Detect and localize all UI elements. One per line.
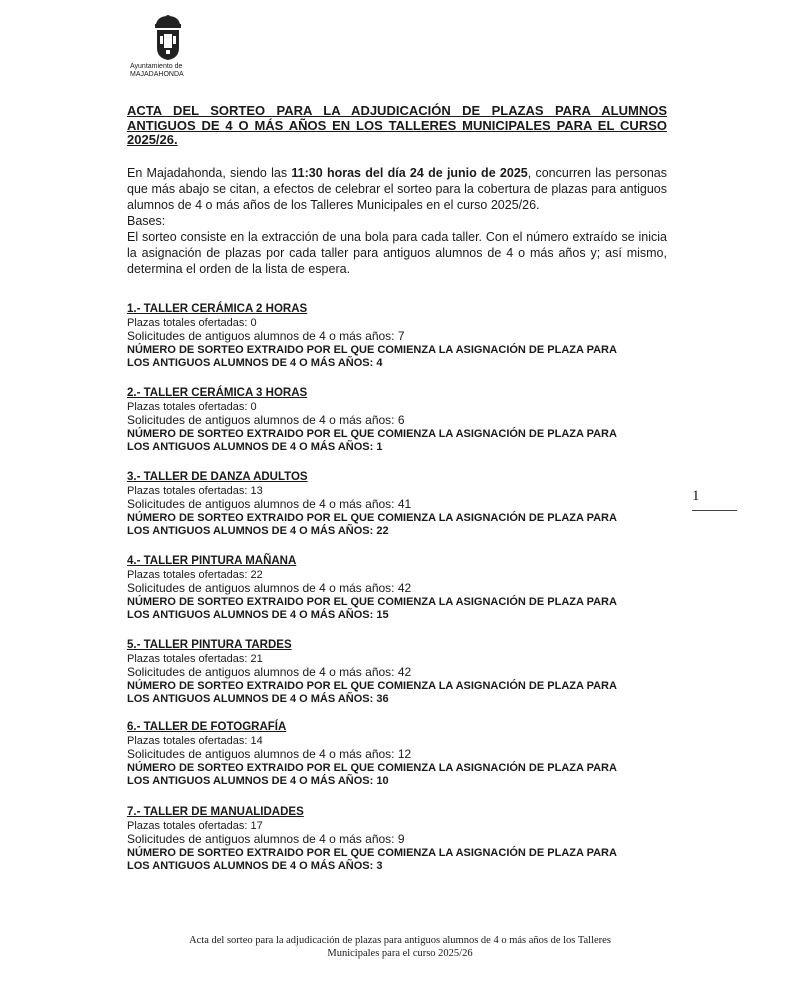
intro-paragraph: En Majadahonda, siendo las 11:30 horas del día 24 de junio de 2025, concurren las personas que más abajo se citan, a efectos de celebrar el sorteo para la cobertura de plazas para antiguos alumnos de 4 o más años de los Talleres Municipales en el curso 2025/26. [127, 166, 667, 212]
date-time-highlight: 11:30 horas del día 24 de junio de 2025 [291, 166, 528, 180]
solicitudes-value: 42 [397, 665, 412, 679]
solicitudes-value: 6 [397, 413, 405, 427]
municipal-logo [128, 14, 208, 79]
bases-text: El sorteo consiste en la extracción de una bola para cada taller. Con el número extraído se inicia la asignación de plazas por cada taller para antiguos alumnos de 4 o más años y; así mismo, determina el orden de la lista de espera. [127, 230, 667, 276]
solicitudes-value: 9 [397, 832, 405, 846]
plazas-value: 14 [250, 734, 263, 747]
intro-section [127, 165, 667, 277]
plazas-value: 22 [250, 568, 263, 581]
sorteo-number: 10 [376, 775, 389, 787]
workshop-1: 1.- TALLER CERÁMICA 2 HORAS Plazas totales ofertadas: 0 Solicitudes de antiguos alumnos de 4 o más años: 7 NÚMERO DE SORTEO EXTRAIDO POR EL QUE COMIENZA LA ASIGNACIÓN DE PLAZA PARA LOS ANTIGUOS ALUMNOS DE 4 O MÁS AÑOS: 4 [127, 303, 672, 371]
sorteo-number: 36 [376, 693, 389, 705]
solicitudes-value: 41 [397, 497, 412, 511]
workshop-title: 4.- TALLER PINTURA MAÑANA [127, 555, 297, 567]
workshop-5: 5.- TALLER PINTURA TARDES Plazas totales ofertadas: 21 Solicitudes de antiguos alumnos de 4 o más años: 42 NÚMERO DE SORTEO EXTRAIDO POR EL QUE COMIENZA LA ASIGNACIÓN DE PLAZA PARA LOS ANTIGUOS ALUMNOS DE 4 O MÁS AÑOS: 36 [127, 639, 672, 707]
logo-line-1: Ayuntamiento de [130, 63, 183, 70]
page-number: 1 [692, 488, 700, 504]
document-title: ACTA DEL SORTEO PARA LA ADJUDICACIÓN DE PLAZAS PARA ALUMNOS ANTIGUOS DE 4 O MÁS AÑOS EN LOS TALLERES MUNICIPALES PARA EL CURSO 2025/26. [127, 103, 667, 147]
page-footer [140, 934, 660, 960]
workshop-2: 2.- TALLER CERÁMICA 3 HORAS Plazas totales ofertadas: 0 Solicitudes de antiguos alumnos de 4 o más años: 6 NÚMERO DE SORTEO EXTRAIDO POR EL QUE COMIENZA LA ASIGNACIÓN DE PLAZA PARA LOS ANTIGUOS ALUMNOS DE 4 O MÁS AÑOS: 1 [127, 387, 672, 455]
sorteo-number: 15 [376, 609, 389, 621]
page-number-rule [692, 510, 737, 511]
plazas-value: 21 [250, 652, 263, 665]
plazas-value: 0 [250, 316, 257, 329]
workshop-title: 2.- TALLER CERÁMICA 3 HORAS [127, 387, 308, 399]
sorteo-number: 1 [376, 441, 383, 453]
workshop-4: 4.- TALLER PINTURA MAÑANA Plazas totales ofertadas: 22 Solicitudes de antiguos alumnos de 4 o más años: 42 NÚMERO DE SORTEO EXTRAIDO POR EL QUE COMIENZA LA ASIGNACIÓN DE PLAZA PARA LOS ANTIGUOS ALUMNOS DE 4 O MÁS AÑOS: 15 [127, 555, 672, 623]
sorteo-number: 22 [376, 525, 389, 537]
sorteo-number: 4 [376, 357, 383, 369]
plazas-value: 13 [250, 484, 263, 497]
footer-line-1: Acta del sorteo para la adjudicación de plazas para antiguos alumnos de 4 o más años de los Talleres [189, 935, 611, 946]
plazas-value: 17 [250, 819, 263, 832]
workshop-title: 5.- TALLER PINTURA TARDES [127, 639, 292, 651]
plazas-value: 0 [250, 400, 257, 413]
solicitudes-value: 42 [397, 581, 412, 595]
workshop-title: 6.- TALLER DE FOTOGRAFÍA [127, 721, 287, 733]
workshop-6: 6.- TALLER DE FOTOGRAFÍA Plazas totales ofertadas: 14 Solicitudes de antiguos alumnos de 4 o más años: 12 NÚMERO DE SORTEO EXTRAIDO POR EL QUE COMIENZA LA ASIGNACIÓN DE PLAZA PARA LOS ANTIGUOS ALUMNOS DE 4 O MÁS AÑOS: 10 [127, 721, 672, 789]
solicitudes-value: 12 [397, 747, 412, 761]
logo-line-2: MAJADAHONDA [130, 71, 184, 78]
workshop-title: 1.- TALLER CERÁMICA 2 HORAS [127, 303, 308, 315]
sorteo-number: 3 [376, 860, 383, 872]
workshop-7: 7.- TALLER DE MANUALIDADES Plazas totales ofertadas: 17 Solicitudes de antiguos alumnos de 4 o más años: 9 NÚMERO DE SORTEO EXTRAIDO POR EL QUE COMIENZA LA ASIGNACIÓN DE PLAZA PARA LOS ANTIGUOS ALUMNOS DE 4 O MÁS AÑOS: 3 [127, 806, 672, 874]
workshop-title: 7.- TALLER DE MANUALIDADES [127, 806, 304, 818]
footer-line-2: Municipales para el curso 2025/26 [327, 948, 473, 959]
workshop-3: 3.- TALLER DE DANZA ADULTOS Plazas totales ofertadas: 13 Solicitudes de antiguos alumnos de 4 o más años: 41 NÚMERO DE SORTEO EXTRAIDO POR EL QUE COMIENZA LA ASIGNACIÓN DE PLAZA PARA LOS ANTIGUOS ALUMNOS DE 4 O MÁS AÑOS: 22 [127, 471, 672, 539]
bases-label: Bases: [127, 214, 166, 228]
coat-of-arms-icon [148, 14, 188, 62]
solicitudes-value: 7 [397, 329, 405, 343]
workshop-title: 3.- TALLER DE DANZA ADULTOS [127, 471, 308, 483]
